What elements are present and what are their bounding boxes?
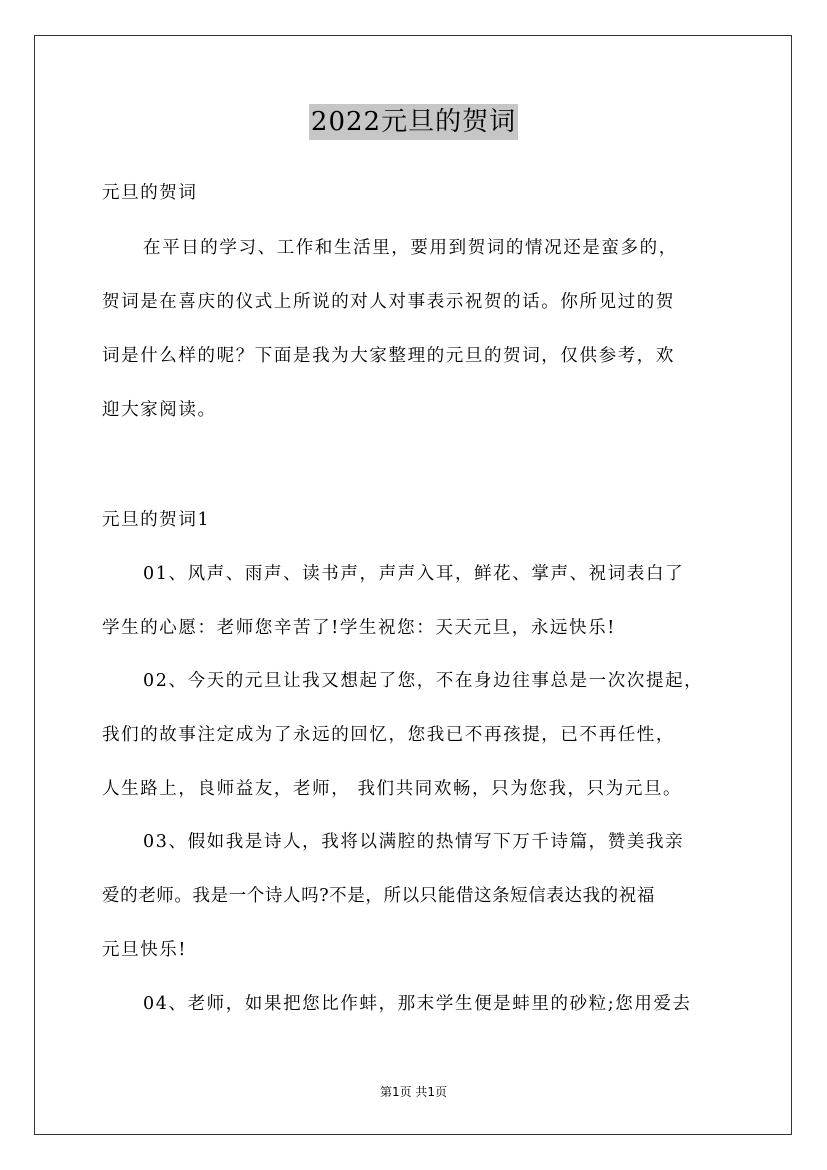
document-title: 2022元旦的贺词 bbox=[309, 104, 518, 140]
item-line: 03、假如我是诗人，我将以满腔的热情写下万千诗篇，赞美我亲 bbox=[143, 832, 685, 852]
item-line: 02、今天的元旦让我又想起了您，不在身边往事总是一次次提起， bbox=[143, 671, 704, 691]
section-heading: 元旦的贺词1 bbox=[102, 510, 211, 530]
intro-line: 贺词是在喜庆的仪式上所说的对人对事表示祝贺的话。你所见过的贺 bbox=[102, 292, 675, 312]
subtitle: 元旦的贺词 bbox=[102, 183, 198, 203]
item-line: 学生的心愿：老师您辛苦了!学生祝您：天天元旦，永远快乐! bbox=[102, 618, 616, 638]
intro-line: 在平日的学习、工作和生活里，要用到贺词的情况还是蛮多的， bbox=[143, 238, 678, 258]
item-line: 04、老师，如果把您比作蚌，那末学生便是蚌里的砂粒;您用爱去 bbox=[143, 994, 692, 1014]
item-line: 人生路上，良师益友，老师， 我们共同欢畅，只为您我，只为元旦。 bbox=[102, 779, 683, 799]
page-footer: 第1页 共1页 bbox=[379, 1085, 448, 1099]
item-line: 爱的老师。我是一个诗人吗?不是，所以只能借这条短信表达我的祝福 bbox=[102, 886, 655, 906]
item-line: 我们的故事注定成为了永远的回忆，您我已不再孩提，已不再任性， bbox=[102, 725, 675, 745]
intro-line: 词是什么样的呢？下面是我为大家整理的元旦的贺词，仅供参考，欢 bbox=[102, 346, 675, 366]
title-container bbox=[0, 104, 827, 140]
item-line: 元旦快乐! bbox=[102, 940, 188, 960]
item-line: 01、风声、雨声、读书声，声声入耳，鲜花、掌声、祝词表白了 bbox=[143, 564, 685, 584]
intro-line: 迎大家阅读。 bbox=[102, 400, 217, 420]
